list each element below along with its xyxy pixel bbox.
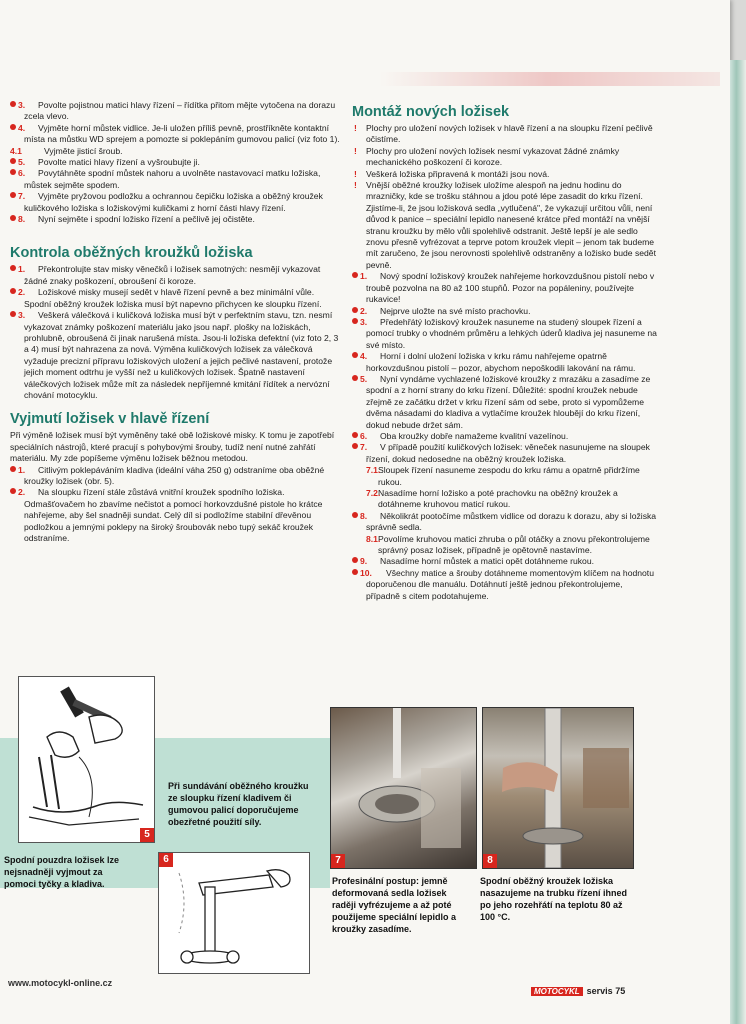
steering-tube-photo [483,708,633,868]
bullet-icon [352,557,358,563]
list-item: 2. Na sloupku řízení stále zůstává vnitřní kroužek spodního ložiska. Odmašťovačem ho zbavíme nečistot a pomocí horkovzdušné pistole ho krátce nahřejeme, aby šel snadněji sundat. Celý díl si podložíme stabilní dřevěnou podložkou a jemnými poklepy na široký šroubovák nebo tupý sekáč kroužek odstraníme. [10,487,340,544]
footer-page-info [531,986,625,996]
list-item: 6. Oba kroužky dobře namažeme kvalitní vazelínou. [352,431,657,442]
bullet-icon [10,265,16,271]
figure-5-drawing [18,676,155,843]
section-heading-vyjmuti: Vyjmutí ložisek v hlavě řízení [10,411,210,428]
list-item: 7. V případě použití kuličkových ložisek: věneček nasunujeme na sloupek řízení, dokud nedosedne na oběžný kroužek ložiska. [352,442,657,465]
list-item: 5. Povolte matici hlavy řízení a vyšroubujte ji. [10,157,340,168]
warning-item: ! Plochy pro uložení nových ložisek v hlavě řízení a na sloupku řízení pečlivě očistíme. [354,123,653,145]
footer-section: servis [586,986,613,996]
bullet-icon [10,124,16,130]
list-item: 3. Předehřátý ložiskový kroužek nasuneme na studený sloupek řízení a pomocí trubky o vhodném průměru a lehkých úderů kladiva jej nasuneme na své místo. [352,317,657,351]
figure-8-caption: Spodní oběžný kroužek ložiska nasazujeme na trubku řízení ihned po jeho rozehřátí na teplotu 80 až 100 °C. [480,876,628,922]
montaz-warnings [352,123,657,271]
list-item: 4. Vyjměte horní můstek vidlice. Je-li uložen příliš pevně, prostříkněte kontaktní místa na můstku WD sprejem a pomozte si poklepáním gumovou palicí (viz foto 1). [10,123,340,146]
exclamation-icon: ! [354,180,357,191]
warning-item: ! Vnější oběžné kroužky ložisek uložíme alespoň na jednu hodinu do mrazničky, kde se trošku stáhnou a jdou poté lépe zasadit do krku řízení. Zjistíme-li, že jsou ložisková sedla „vytlučená", že vykazují určitou vůli, není důvod k panice – speciální lepidlo nanesené krátce před montáží na vnější stranu kroužku by mělo vůli spolehlivě odstranit. Ještě lepší je ale sedlo znovu přesně vyfrézovat a teprve potom kroužek vlepit – jenom tak budeme mít zaručeno, že jsou nerovnosti spolehlivě odstraněny a ložisko bude sedět pevně. [354,180,656,270]
bullet-icon [10,311,16,317]
list-item: 4. Horní i dolní uložení ložiska v krku rámu nahřejeme opatrně horkovzdušnou pistolí – pozor, abychom nepoškodili lakování na rámu. [352,351,657,374]
figure-8-photo [482,707,634,869]
bullet-icon [352,432,358,438]
bullet-icon [352,375,358,381]
page-number: 75 [615,986,626,996]
step-10: 10. Všechny matice a šrouby dotáhneme momentovým klíčem na hodnotu doporučenou dle manuálu. Dotáhnutí ještě jednou překontrolujeme, případně s citem podotahujeme. [352,568,657,602]
warning-item: ! Plochy pro uložení nových ložisek nesmí vykazovat žádné známky mechanického poškození či koroze. [354,145,620,168]
list-item: 2. Ložiskové misky musejí sedět v hlavě řízení pevně a bez minimální vůle. Spodní oběžný kroužek ložiska musí být napevno přichycen ke sloupku řízení. [10,287,340,310]
figure-7-number: 7 [331,854,345,868]
list-item: 1. Překontrolujte stav misky věnečků i ložisek samotných: nesmějí vykazovat žádné znaky poškození, obroušení či koroze. [10,264,340,287]
bullet-icon [352,443,358,449]
figure-6-drawing [158,852,310,974]
vyjmuti-intro: Při výměně ložisek musí být vyměněny také obě ložiskové misky. K tomu je zapotřebí speciálních nástrojů, které pracují s pohybovými šrouby, tudíž není nutné zahřátí materiálu. My zde popíšeme výměnu ložisek běžnou metodou. [10,430,335,464]
list-item: 4.1 Vyjměte jisticí šroub. [10,145,123,156]
figure-8-number: 8 [483,854,497,868]
bullet-icon [352,352,358,358]
figure-5-caption: Spodní pouzdra ložisek lze nejsnadněji vyjmout za pomoci tyčky a kladiva. [4,855,120,889]
bullet-icon [10,101,16,107]
bullet-icon [352,569,358,575]
figure-6-caption: Při sundávání oběžného kroužku ze sloupku řízení kladivem či gumovou palicí doporučujeme obezřetné použití síly. [168,781,309,827]
list-item: 1. Nový spodní ložiskový kroužek nahřejeme horkovzdušnou pistolí nebo v troubě pozvolna na 80 až 100 stupňů. Pozor na popáleniny, používejte rukavice! [352,271,657,305]
vyjmuti-steps [10,465,340,545]
intro-steps [10,100,340,225]
left-column [10,100,340,544]
list-item: 5. Nyní vyndáme vychlazené ložiskové kroužky z mrazáku a zasadíme ze spodní a z horní strany do krku řízení. Důležité: spodní kroužek nebude zřejmě ze začátku držet v krku řízení sám od sebe, proto si vypomůžeme dvěma násadami do kladiva a vytlačíme kroužek hloubějí do krku řízení, dokud nebude držet sám. [352,374,657,431]
bullet-icon [10,466,16,472]
warning-item: ! Veškerá ložiska připravená k montáži jsou nová. [354,168,550,179]
footer-website: www.motocykl-online.cz [8,978,113,988]
list-item: 8. Nyní sejměte i spodní ložisko řízení a pečlivě jej očistěte. [10,214,340,225]
steering-stem-illustration [159,853,309,973]
bearing-milling-photo [331,708,476,868]
substep-8-1: 8.1. Povolíme kruhovou matici zhruba o půl otáčky a znovu překontrolujeme správný posaz ložisek, případně je opětovně nastavíme. [366,533,650,556]
figure-7-caption: Profesinální postup: jemně deformovaná sedla ložisek raději vyfrézujeme a až poté použijeme speciální lepidlo a kroužky zasadíme. [332,876,457,934]
bullet-icon [10,288,16,294]
next-page-edge [730,60,746,1024]
hammer-fork-illustration [19,677,154,842]
figure-5-number: 5 [140,828,154,842]
header-decoration [380,72,720,86]
bullet-icon [10,169,16,175]
bullet-icon [10,158,16,164]
bullet-icon [352,512,358,518]
right-column [352,104,657,602]
montaz-steps [352,271,657,465]
step-8: 8. Několikrát pootočíme můstkem vidlice od dorazu k dorazu, aby si ložiska správně sedla. [352,511,657,534]
list-item: 6. Povytáhněte spodní můstek nahoru a uvolněte nastavovací matku ložiska, můstek sejměte spodem. [10,168,340,191]
section-heading-montaz: Montáž nových ložisek [352,104,510,120]
substep-7-2: 7.2. Nasadíme horní ložisko a poté prachovku na oběžný kroužek a dotáhneme kruhovou maticí rukou. [366,488,618,510]
list-item: 2. Nejprve uložte na své místo prachovku. [352,306,657,317]
exclamation-icon: ! [354,145,357,156]
list-item: 3. Povolte pojistnou matici hlavy řízení – řídítka přitom mějte vytočena na dorazu zcela vlevo. [10,100,340,123]
kontrola-steps [10,264,340,401]
bullet-icon [352,307,358,313]
substep-7-1: 7.1. Sloupek řízení nasuneme zespodu do krku rámu a opatrně přidržíme rukou. [366,465,640,487]
bullet-icon [352,318,358,324]
list-item: 1. Citlivým poklepáváním kladiva (ideální váha 250 g) odstraníme oba oběžné kroužky ložisek (obr. 5). [10,465,340,488]
bullet-icon [10,192,16,198]
bullet-icon [10,488,16,494]
exclamation-icon: ! [354,123,357,133]
brand-logo: MOTOCYKL [531,987,583,996]
list-item: 3. Veškerá válečková i kuličková ložiska musí být v perfektním stavu, tzn. nesmí vykazovat známky poškození materiálu jako jsou např. plošky na ložiskách, prohlubně, obroušená či jinak narušená místa. Jsou-li ložiska defektní (viz foto 2, 3 a 4) musí být nahrazena za nová. Výměna kuličkových ložisek za válečková vyžaduje precizní přípravu ložiskových uložení a jejich pečlivé nastavení, protože jejich moment odtrhu je vyšší než u kuličkových ložisek. Špatně nastavení válečkových ložisek může mít za následek nepříjemné kmitání řídítek a nervózní chování motocyklu. [10,310,340,401]
figure-7-photo [330,707,477,869]
list-item: 7. Vyjměte pryžovou podložku a ochrannou čepičku ložiska a oběžný kroužek kuličkového ložiska s ložiskovými kuličkami z horní části hlavy řízení. [10,191,340,214]
step-9: 9. Nasadíme horní můstek a matici opět dotáhneme rukou. [352,556,657,567]
figure-6-number: 6 [159,853,173,867]
exclamation-icon: ! [354,168,357,179]
bullet-icon [352,272,358,278]
bullet-icon [10,215,16,221]
section-heading-kontrola: Kontrola oběžných kroužků ložiska [10,245,253,262]
